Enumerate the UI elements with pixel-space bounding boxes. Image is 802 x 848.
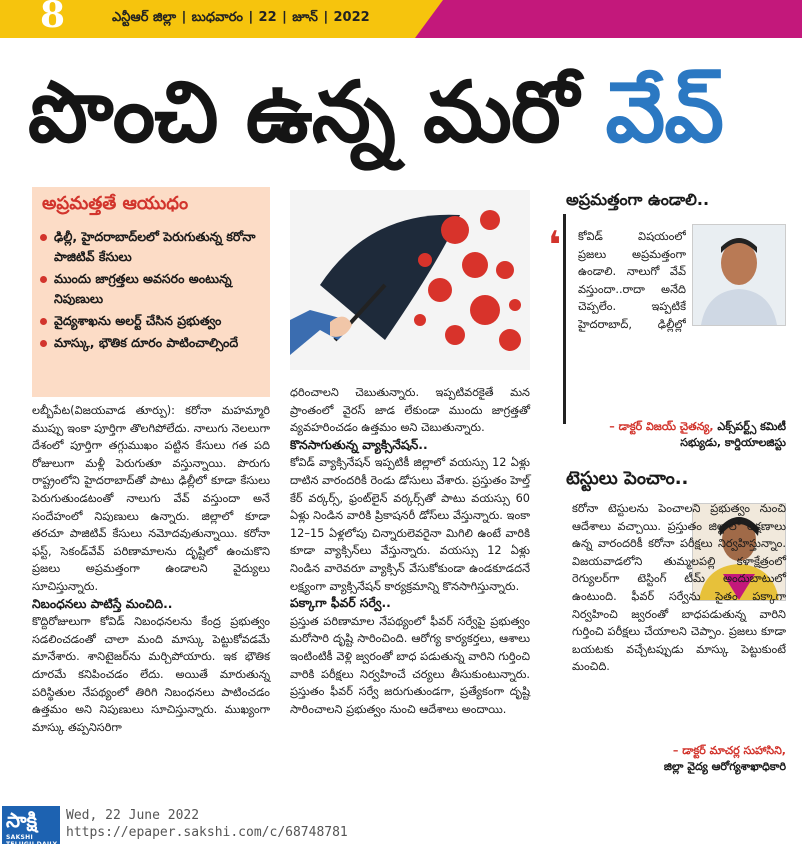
highlight-item: వైద్యశాఖను అలర్ట్ చేసిన ప్రభుత్వం: [40, 311, 268, 331]
side1-title: అప్రమత్తంగా ఉండాలి..: [566, 190, 710, 209]
side1-text-narrow: [578, 228, 686, 332]
side2-title: టెస్టులు పెంచాం..: [566, 468, 689, 489]
side1-rule: [563, 214, 566, 424]
article-column-2: [290, 384, 530, 718]
umbrella-virus-icon: [290, 190, 530, 370]
side1-text-wide: [578, 332, 786, 420]
article-paragraph: లబ్బీపేట(విజయవాడ తూర్పు): కరోనా మహమ్మారి ముప్పు ఇంకా పూర్తిగా తొలగిపోలేదు. నాలుగు నెలలుగా దేశంలో పూర్తిగా తగ్గుముఖం పట్టిన కేసులు గత పది రోజులుగా మళ్లీ పెరుగుతూ వస్తున్నాయి. పొరుగు రాష్ట్రంలోని హైదరాబాద్‌తో పాటు ఢిల్లీలో కూడా కేసులు పెరుగుతుండటంతో నాలుగు వేవ్ వస్తుందా అనే సందేహంలో నిపుణులు ఉన్నారు. జిల్లాలో కూడా తరచూ పాజిటివ్ కేసులు నమోదవుతున్నాయి. కరోనా ఫస్ట్, సెకండ్‌వేవ్ పరిణామాలను దృష్టిలో ఉంచుకొని ప్రజలు అప్రమత్తంగా ఉండాలని వైద్యులు సూచిస్తున్నారు.: [32, 404, 270, 593]
footer-date: Wed, 22 June 2022: [66, 808, 200, 823]
highlights-title: అప్రమత్తతే ఆయుధం: [42, 193, 189, 214]
article-subheading: కొనసాగుతున్న వ్యాక్సినేషన్..: [290, 437, 428, 452]
side2-signature: [572, 744, 786, 776]
article-subheading: పక్కాగా ఫీవర్ సర్వే..: [290, 596, 391, 611]
side1-sig-name: – డాక్టర్ విజయ్ చైతన్య,: [609, 420, 714, 433]
top-bar-pink: [415, 0, 802, 38]
side1-sig-role2: సభ్యుడు, కార్డియాలజిస్టు: [680, 436, 786, 449]
dateline: ఎన్టీఆర్ జిల్లా ∣ బుధవారం ∣ 22 ∣ జూన్ ∣ 2022: [112, 10, 370, 25]
article-subheading: నిబంధనలు పాటిస్తే మంచిది..: [32, 596, 173, 611]
side1-signature: [578, 420, 786, 452]
article-paragraph: కోవిడ్ వ్యాక్సినేషన్ ఇప్పటికీ జిల్లాలో వయస్సు 12 ఏళ్లు దాటిన వారందరికీ రెండు డోసులు వేశారు. ప్రస్తుతం హెల్త్ కేర్ వర్కర్స్, ఫ్రంట్‌లైన్ వర్కర్స్‌తో పాటు వయస్సు 60 ఏళ్లు నిండిన వారికి ప్రికాషనరీ డోస్‌లు వేస్తున్నారు. ఇంకా 12–15 ఏళ్లలోపు చిన్నారులెవరైనా మిగిలి ఉంటే వారికి కూడా వ్యాక్సిన్‌లు వేస్తున్నారు. వయస్సు 12 ఏళ్లు నిండిన వారెవరూ వ్యాక్సిన్ వేసుకోకుండా ఉండకూడదనే లక్ష్యంగా వ్యాక్సినేషన్ కార్యక్రమాన్ని కొనసాగిస్తున్నారు.: [290, 456, 530, 593]
headline-part1: పొంచి ఉన్న మరో: [28, 63, 578, 161]
doctor-vijay-photo: [692, 224, 786, 326]
side2-text: [572, 500, 786, 676]
highlight-item: ఢిల్లీ, హైదరాబాద్‌లలో పెరుగుతున్న కరోనా పాజిటివ్ కేసులు: [40, 227, 268, 267]
umbrella-virus-illustration: [290, 190, 530, 370]
side2-sig-name: – డాక్టర్ మాచర్ల సుహాసిని,: [672, 744, 786, 757]
footer-url[interactable]: https://epaper.sakshi.com/c/68748781: [66, 825, 348, 840]
sakshi-logo: [2, 806, 60, 848]
page-number: 8: [40, 0, 66, 36]
side1-sig-role1: ఎక్స్‌పర్ట్స్ కమిటీ: [717, 420, 786, 433]
logo-main-text: సాక్షి: [6, 808, 38, 832]
headline: [28, 52, 798, 172]
article-paragraph: ధరించాలని చెబుతున్నారు. ఇప్పటివరకైతే మన ప్రాంతంలో వైరస్ జాడ లేకుండా ముందు జాగ్రత్తతో వ్యవహరించడం ఉత్తమం అని చెబుతున్నారు.: [290, 386, 530, 435]
side2-sig-role: జిల్లా వైద్య ఆరోగ్యశాఖాధికారి: [663, 760, 786, 773]
headline-part2: వేవ్: [605, 63, 723, 161]
person-icon: [693, 225, 785, 325]
article-paragraph: కొద్దిరోజులుగా కోవిడ్ నిబంధనలను కేంద్ర ప్రభుత్వం సడలించడంతో చాలా మంది మాస్కు పెట్టుకోవడమే మానేశారు. శానిటైజర్‌ను మర్చిపోయారు. ఇక భౌతిక దూరమే కనిపించడం లేదు. అయితే మారుతున్న పరిస్థితుల నేపథ్యంలో తిరిగి నిబంధనలు పాటించడం ఉత్తమం అని నిపుణులు సూచిస్తున్నారు. ముఖ్యంగా మాస్కు తప్పనిసరిగా: [32, 615, 270, 734]
quote-mark: ❛: [548, 223, 562, 267]
highlight-item: మాస్కు, భౌతిక దూరం పాటించాల్సిందే: [40, 333, 268, 353]
article-paragraph: ప్రస్తుత పరిణామాల నేపథ్యంలో ఫీవర్ సర్వేపై ప్రభుత్వం మరోసారి దృష్టి సారించింది. ఆరోగ్య కార్యకర్తలు, ఆశాలు ఇంటింటికీ వెళ్లి జ్వరంతో బాధ పడుతున్న వారిని గుర్తించి వారికి పరీక్షలు నిర్వహించే చర్యలు తీసుకుంటున్నారు. ప్రస్తుతం ఫీవర్ సర్వే జరుగుతుండగా, ప్రత్యేకంగా దృష్టి సారించాలని ప్రభుత్వం నుంచి ఆదేశాలు అందాయి.: [290, 614, 530, 716]
highlights-list: [40, 227, 268, 355]
top-bar: [0, 0, 802, 38]
side1-paragraph: కోవిడ్ విషయంలో ప్రజలు అప్రమత్తంగా ఉండాలి. నాలుగో వేవ్ వస్తుందా..రాదా అనేది చెప్పలేం. ఇప్పటికే హైదరాబాద్, ఢిల్లీల్లో: [578, 230, 686, 331]
side2-paragraph: కరోనా టెస్టులను పెంచాలని ప్రభుత్వం నుంచి ఆదేశాలు వచ్చాయి. ప్రస్తుతం జిల్లాలో లక్షణాలు ఉన్న వారందరికీ కరోనా పరీక్షలు నిర్వహిస్తున్నాం. విజయవాడలోని తుమ్మలపల్లి కళాక్షేత్రంలో రెగ్యులర్‌గా టెస్టింగ్ టీమ్ అందుబాటులో ఉంటుంది. ఫీవర్ సర్వేను సైతం పక్కాగా నిర్వహించి జ్వరంతో బాధపడుతున్న వారిని గుర్తించి పరీక్షలు చేయాలని చెప్పాం. ప్రజలు కూడా బయటకు వచ్చేటప్పుడు మాస్కు పెట్టుకుంటే మంచిది.: [572, 502, 786, 674]
highlights-box: [32, 187, 270, 397]
article-column-1: [32, 402, 270, 736]
highlight-item: ముందు జాగ్రత్తలు అవసరం అంటున్న నిపుణులు: [40, 269, 268, 309]
logo-sub-text: SAKSHI TELUGU DAILY: [6, 834, 58, 848]
